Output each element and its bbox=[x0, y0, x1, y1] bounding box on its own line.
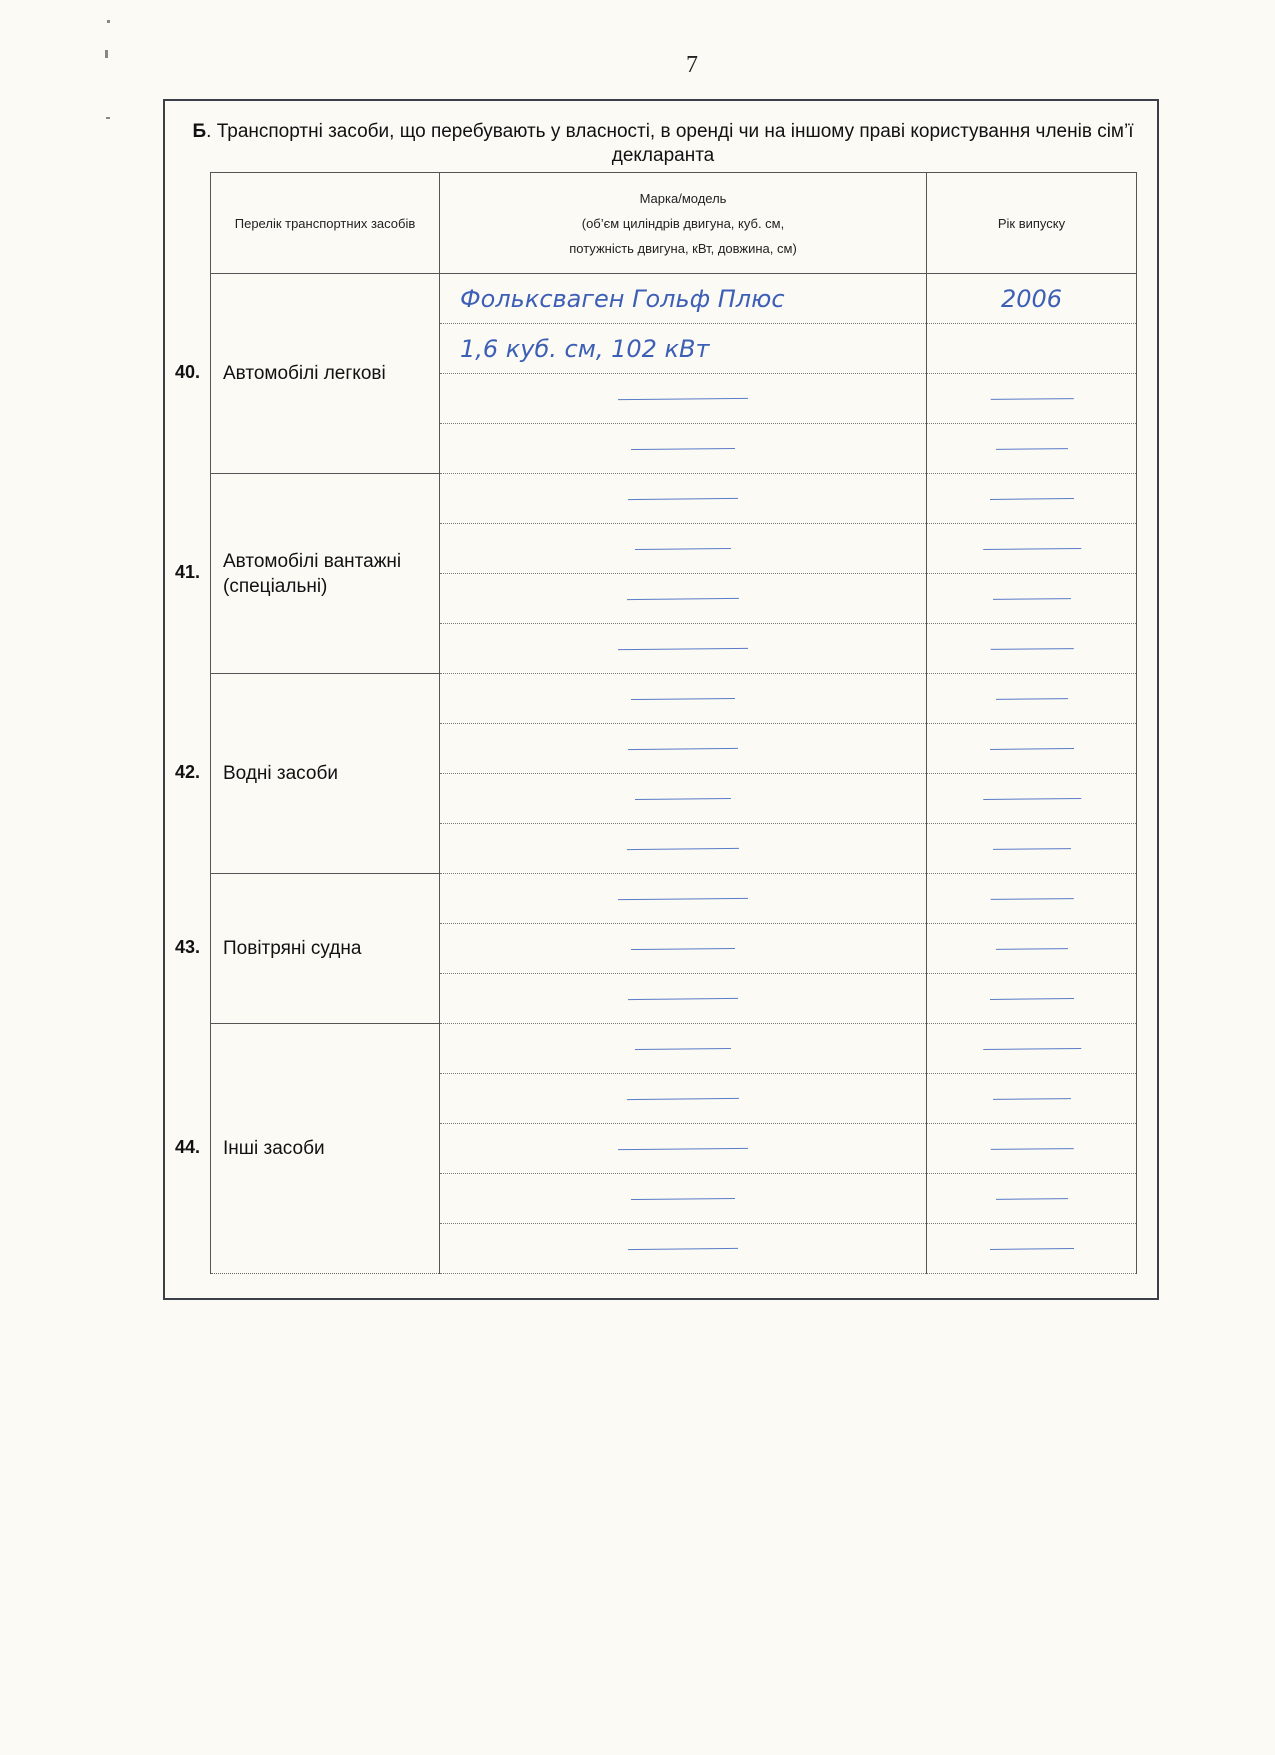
year-cell bbox=[927, 474, 1137, 524]
handwritten-dash bbox=[618, 647, 748, 649]
handwritten-dash bbox=[992, 848, 1070, 850]
row-number: 41. bbox=[174, 562, 200, 582]
category-label bbox=[211, 1024, 440, 1274]
year-cell bbox=[927, 724, 1137, 774]
model-cell bbox=[440, 974, 927, 1024]
table-row bbox=[211, 274, 1137, 324]
year-cell bbox=[927, 274, 1137, 324]
year-cell bbox=[927, 624, 1137, 674]
vehicles-table bbox=[210, 172, 1137, 1274]
handwritten-dash bbox=[635, 797, 731, 799]
category-label bbox=[211, 874, 440, 1024]
model-cell bbox=[440, 274, 927, 324]
handwritten-dash bbox=[627, 847, 739, 849]
year-cell bbox=[927, 1074, 1137, 1124]
category-label bbox=[211, 474, 440, 674]
model-cell bbox=[440, 874, 927, 924]
handwritten-dash bbox=[992, 598, 1070, 600]
model-cell bbox=[440, 724, 927, 774]
handwritten-dash bbox=[635, 547, 731, 549]
row-number: 43. bbox=[174, 937, 200, 957]
model-cell bbox=[440, 524, 927, 574]
category-label bbox=[211, 274, 440, 474]
category-label-line: (спеціальні) bbox=[223, 575, 328, 597]
handwritten-dash bbox=[631, 447, 735, 449]
handwritten-dash bbox=[631, 697, 735, 699]
model-cell bbox=[440, 374, 927, 424]
model-cell bbox=[440, 474, 927, 524]
year-cell bbox=[927, 574, 1137, 624]
model-cell bbox=[440, 674, 927, 724]
handwritten-dash bbox=[628, 747, 738, 749]
section-title-text: . Транспортні засоби, що перебувають у власності, в оренді чи на іншому праві користування членів сім’ї декларанта bbox=[206, 121, 1134, 166]
model-cell bbox=[440, 1024, 927, 1074]
table-row bbox=[211, 674, 1137, 724]
scan-speck bbox=[107, 20, 110, 23]
handwritten-dash bbox=[989, 1248, 1073, 1250]
model-cell bbox=[440, 774, 927, 824]
handwritten-dash bbox=[628, 997, 738, 999]
model-cell bbox=[440, 1174, 927, 1224]
year-cell bbox=[927, 1024, 1137, 1074]
handwritten-dash bbox=[990, 898, 1073, 900]
handwritten-dash bbox=[992, 1098, 1070, 1100]
handwritten-dash bbox=[995, 698, 1067, 700]
handwritten-dash bbox=[631, 1197, 735, 1199]
handwritten-dash bbox=[990, 398, 1073, 400]
header-list: Перелік транспортних засобів bbox=[211, 173, 440, 274]
year-cell bbox=[927, 1174, 1137, 1224]
year-cell bbox=[927, 374, 1137, 424]
year-cell bbox=[927, 824, 1137, 874]
table-body bbox=[211, 274, 1137, 1274]
handwritten-dash bbox=[995, 448, 1067, 450]
handwritten-dash bbox=[631, 947, 735, 949]
handwritten-dash bbox=[627, 597, 739, 599]
handwritten-model: Фольксваген Гольф Плюс bbox=[460, 284, 785, 313]
scan-speck bbox=[106, 117, 110, 119]
year-cell bbox=[927, 524, 1137, 574]
year-cell bbox=[927, 674, 1137, 724]
header-model bbox=[440, 173, 927, 274]
handwritten-dash bbox=[627, 1097, 739, 1099]
year-cell bbox=[927, 424, 1137, 474]
category-label-line: Інші засоби bbox=[223, 1138, 325, 1159]
handwritten-dash bbox=[990, 648, 1073, 650]
year-cell bbox=[927, 324, 1137, 374]
year-cell bbox=[927, 974, 1137, 1024]
page-number: 7 bbox=[686, 52, 698, 78]
year-cell bbox=[927, 1224, 1137, 1274]
handwritten-dash bbox=[618, 897, 748, 899]
handwritten-model: 1,6 куб. см, 102 кВт bbox=[460, 334, 710, 363]
handwritten-dash bbox=[989, 998, 1073, 1000]
handwritten-dash bbox=[618, 1147, 748, 1149]
handwritten-dash bbox=[989, 748, 1073, 750]
scan-speck bbox=[105, 50, 108, 58]
handwritten-year: 2006 bbox=[1000, 284, 1063, 313]
handwritten-dash bbox=[618, 397, 748, 399]
handwritten-dash bbox=[990, 1148, 1073, 1150]
row-number: 40. bbox=[174, 362, 200, 382]
model-cell bbox=[440, 1074, 927, 1124]
table-header-row bbox=[211, 173, 1137, 274]
table-row bbox=[211, 1024, 1137, 1074]
category-label-line: Автомобілі вантажні bbox=[223, 550, 402, 572]
handwritten-dash bbox=[995, 948, 1067, 950]
model-cell bbox=[440, 1224, 927, 1274]
header-model-line: (об’єм циліндрів двигуна, куб. см, bbox=[581, 215, 785, 231]
handwritten-dash bbox=[983, 1047, 1081, 1049]
handwritten-dash bbox=[628, 1247, 738, 1249]
category-label-line: Автомобілі легкові bbox=[223, 363, 386, 384]
table-row bbox=[211, 874, 1137, 924]
handwritten-dash bbox=[995, 1198, 1067, 1200]
header-year: Рік випуску bbox=[927, 173, 1137, 274]
handwritten-dash bbox=[635, 1047, 731, 1049]
category-label-line: Водні засоби bbox=[223, 763, 338, 784]
model-cell bbox=[440, 574, 927, 624]
handwritten-dash bbox=[628, 497, 738, 499]
model-cell bbox=[440, 424, 927, 474]
model-cell bbox=[440, 924, 927, 974]
row-number: 42. bbox=[174, 762, 200, 782]
model-cell bbox=[440, 324, 927, 374]
handwritten-dash bbox=[983, 547, 1081, 549]
handwritten-dash bbox=[989, 498, 1073, 500]
handwritten-dash bbox=[983, 797, 1081, 799]
year-cell bbox=[927, 924, 1137, 974]
year-cell bbox=[927, 1124, 1137, 1174]
year-cell bbox=[927, 874, 1137, 924]
header-model-line: Марка/модель bbox=[639, 190, 727, 206]
header-model-line: потужність двигуна, кВт, довжина, см) bbox=[569, 240, 797, 256]
table-row bbox=[211, 474, 1137, 524]
category-label-line: Повітряні судна bbox=[223, 938, 362, 959]
model-cell bbox=[440, 824, 927, 874]
category-label bbox=[211, 674, 440, 874]
section-letter: Б bbox=[192, 121, 207, 142]
model-cell bbox=[440, 624, 927, 674]
row-number: 44. bbox=[174, 1137, 200, 1157]
year-cell bbox=[927, 774, 1137, 824]
model-cell bbox=[440, 1124, 927, 1174]
section-title bbox=[163, 120, 1163, 168]
